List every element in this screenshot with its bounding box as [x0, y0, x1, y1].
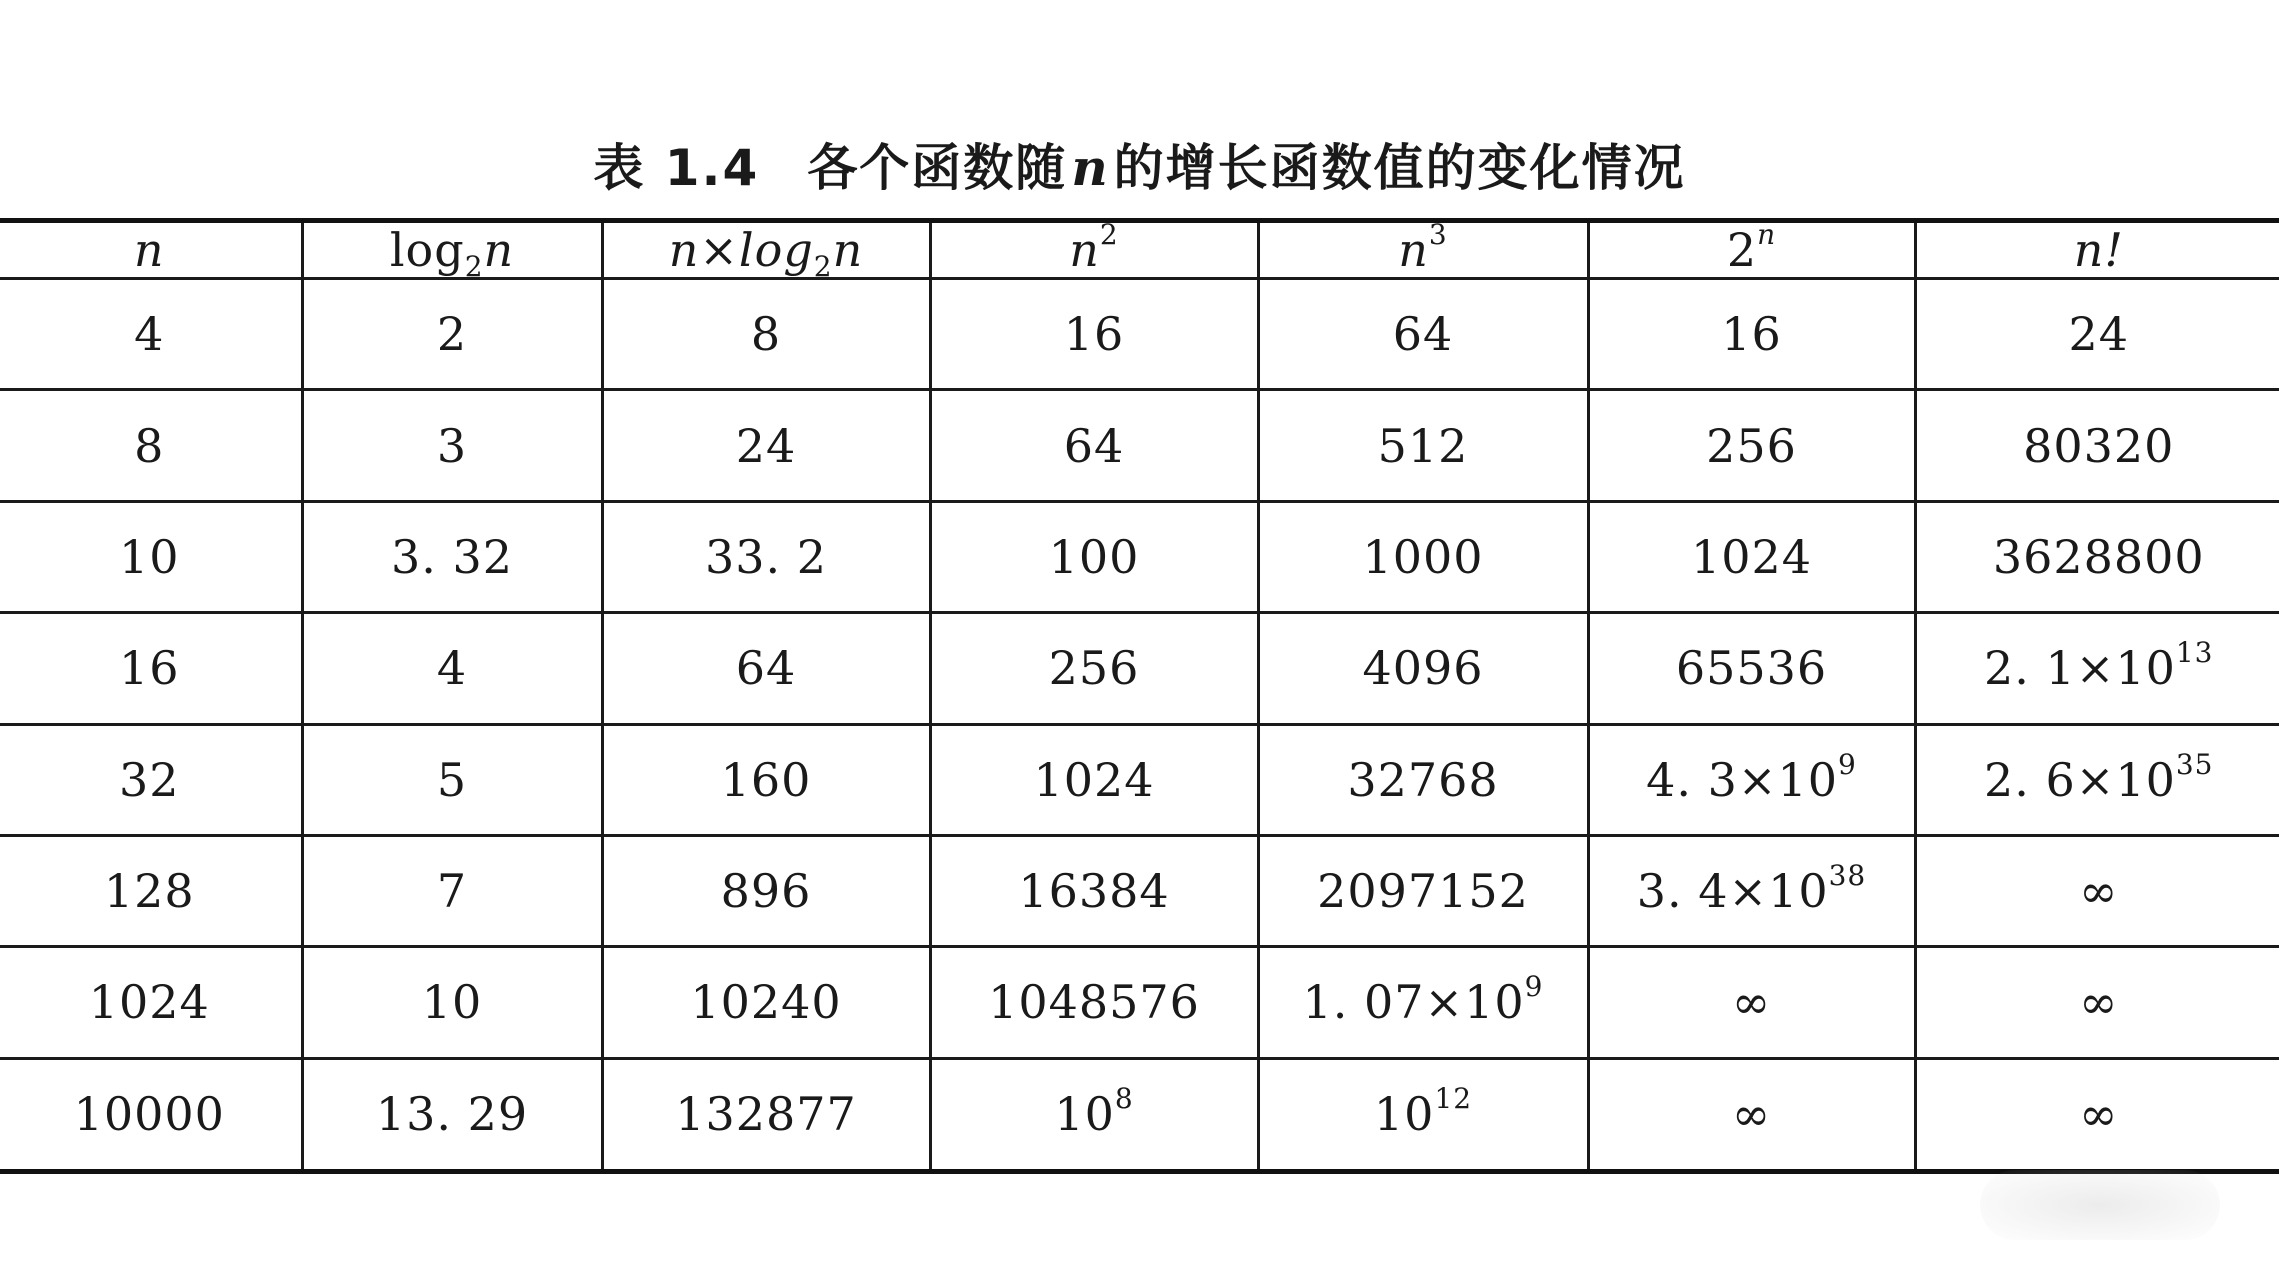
cell-n-factorial: ∞	[1915, 1058, 2279, 1171]
cell-n-factorial: 24	[1915, 279, 2279, 390]
cell-n: 1024	[0, 947, 302, 1058]
cell-2-power-n: 16	[1588, 279, 1915, 390]
table-row	[0, 724, 2279, 835]
cell-2-power-n: 4. $3\times 10^9$	[1588, 724, 1915, 835]
cell-2-power-n: ∞	[1588, 1058, 1915, 1171]
cell-2-power-n: ∞	[1588, 947, 1915, 1058]
cell-n-factorial: 2. $6\times 10^{35}$	[1915, 724, 2279, 835]
cell-nlog2n: 896	[602, 835, 930, 946]
cell-n-factorial: ∞	[1915, 835, 2279, 946]
cell-n: 32	[0, 724, 302, 835]
cell-log2n: 3	[302, 390, 602, 501]
cell-n-cubed: 64	[1258, 279, 1588, 390]
table-row	[0, 947, 2279, 1058]
header-n-squared: $n^2$	[930, 221, 1258, 279]
cell-n-squared: 16384	[930, 835, 1258, 946]
cell-n-factorial: 80320	[1915, 390, 2279, 501]
cell-n-cubed: 512	[1258, 390, 1588, 501]
header-n-factorial: n!	[1915, 221, 2279, 279]
header-n-cubed: $n^3$	[1258, 221, 1588, 279]
cell-2-power-n: 65536	[1588, 613, 1915, 724]
cell-n-squared: 16	[930, 279, 1258, 390]
cell-n: 4	[0, 279, 302, 390]
table-number: 表 1.4	[593, 139, 760, 197]
table-row	[0, 1058, 2279, 1171]
cell-n-factorial: 3628800	[1915, 501, 2279, 612]
header-row	[0, 221, 2279, 279]
cell-n-factorial: 2. $1\times 10^{13}$	[1915, 613, 2279, 724]
caption-suffix: 的增长函数值的变化情况	[1113, 139, 1686, 197]
cell-2-power-n: 1024	[1588, 501, 1915, 612]
cell-2-power-n: 3. $4\times 10^{38}$	[1588, 835, 1915, 946]
table-body	[0, 279, 2279, 1172]
cell-log2n: 13. 29	[302, 1058, 602, 1171]
cell-n-cubed: 1000	[1258, 501, 1588, 612]
cell-nlog2n: 160	[602, 724, 930, 835]
header-2-power-n: 2$^n$	[1588, 221, 1915, 279]
header-nlog2n: $n\times\log_2n$	[602, 221, 930, 279]
cell-nlog2n: 33. 2	[602, 501, 930, 612]
cell-n: 128	[0, 835, 302, 946]
cell-n-cubed: 2097152	[1258, 835, 1588, 946]
cell-n: 10	[0, 501, 302, 612]
header-n: n	[0, 221, 302, 279]
table-row	[0, 390, 2279, 501]
cell-log2n: 7	[302, 835, 602, 946]
cell-n-factorial: ∞	[1915, 947, 2279, 1058]
cell-nlog2n: 132877	[602, 1058, 930, 1171]
cell-n-cubed: 4096	[1258, 613, 1588, 724]
cell-log2n: 4	[302, 613, 602, 724]
table-row	[0, 835, 2279, 946]
cell-n-squared: 256	[930, 613, 1258, 724]
caption-prefix: 各个函数随	[807, 139, 1068, 197]
cell-n-squared: 64	[930, 390, 1258, 501]
cell-log2n: 2	[302, 279, 602, 390]
cell-n: 8	[0, 390, 302, 501]
table-caption	[0, 128, 2279, 200]
caption-variable: n	[1071, 138, 1110, 197]
cell-nlog2n: 8	[602, 279, 930, 390]
cell-log2n: 5	[302, 724, 602, 835]
cell-nlog2n: 24	[602, 390, 930, 501]
cell-2-power-n: 256	[1588, 390, 1915, 501]
table-row	[0, 613, 2279, 724]
header-log2n: $\log_2n$	[302, 221, 602, 279]
function-growth-table	[0, 218, 2279, 1174]
cell-n: 10000	[0, 1058, 302, 1171]
cell-log2n: 3. 32	[302, 501, 602, 612]
cell-n-cubed: 32768	[1258, 724, 1588, 835]
table-row	[0, 279, 2279, 390]
cell-nlog2n: 64	[602, 613, 930, 724]
scan-artifact	[1980, 1170, 2220, 1240]
cell-n-squared: 100	[930, 501, 1258, 612]
cell-log2n: 10	[302, 947, 602, 1058]
cell-nlog2n: 10240	[602, 947, 930, 1058]
cell-n-cubed: $10^{12}$	[1258, 1058, 1588, 1171]
cell-n-squared: 1048576	[930, 947, 1258, 1058]
cell-n-squared: 1024	[930, 724, 1258, 835]
cell-n: 16	[0, 613, 302, 724]
cell-n-squared: $10^8$	[930, 1058, 1258, 1171]
table-row	[0, 501, 2279, 612]
cell-n-cubed: 1. $07\times 10^9$	[1258, 947, 1588, 1058]
